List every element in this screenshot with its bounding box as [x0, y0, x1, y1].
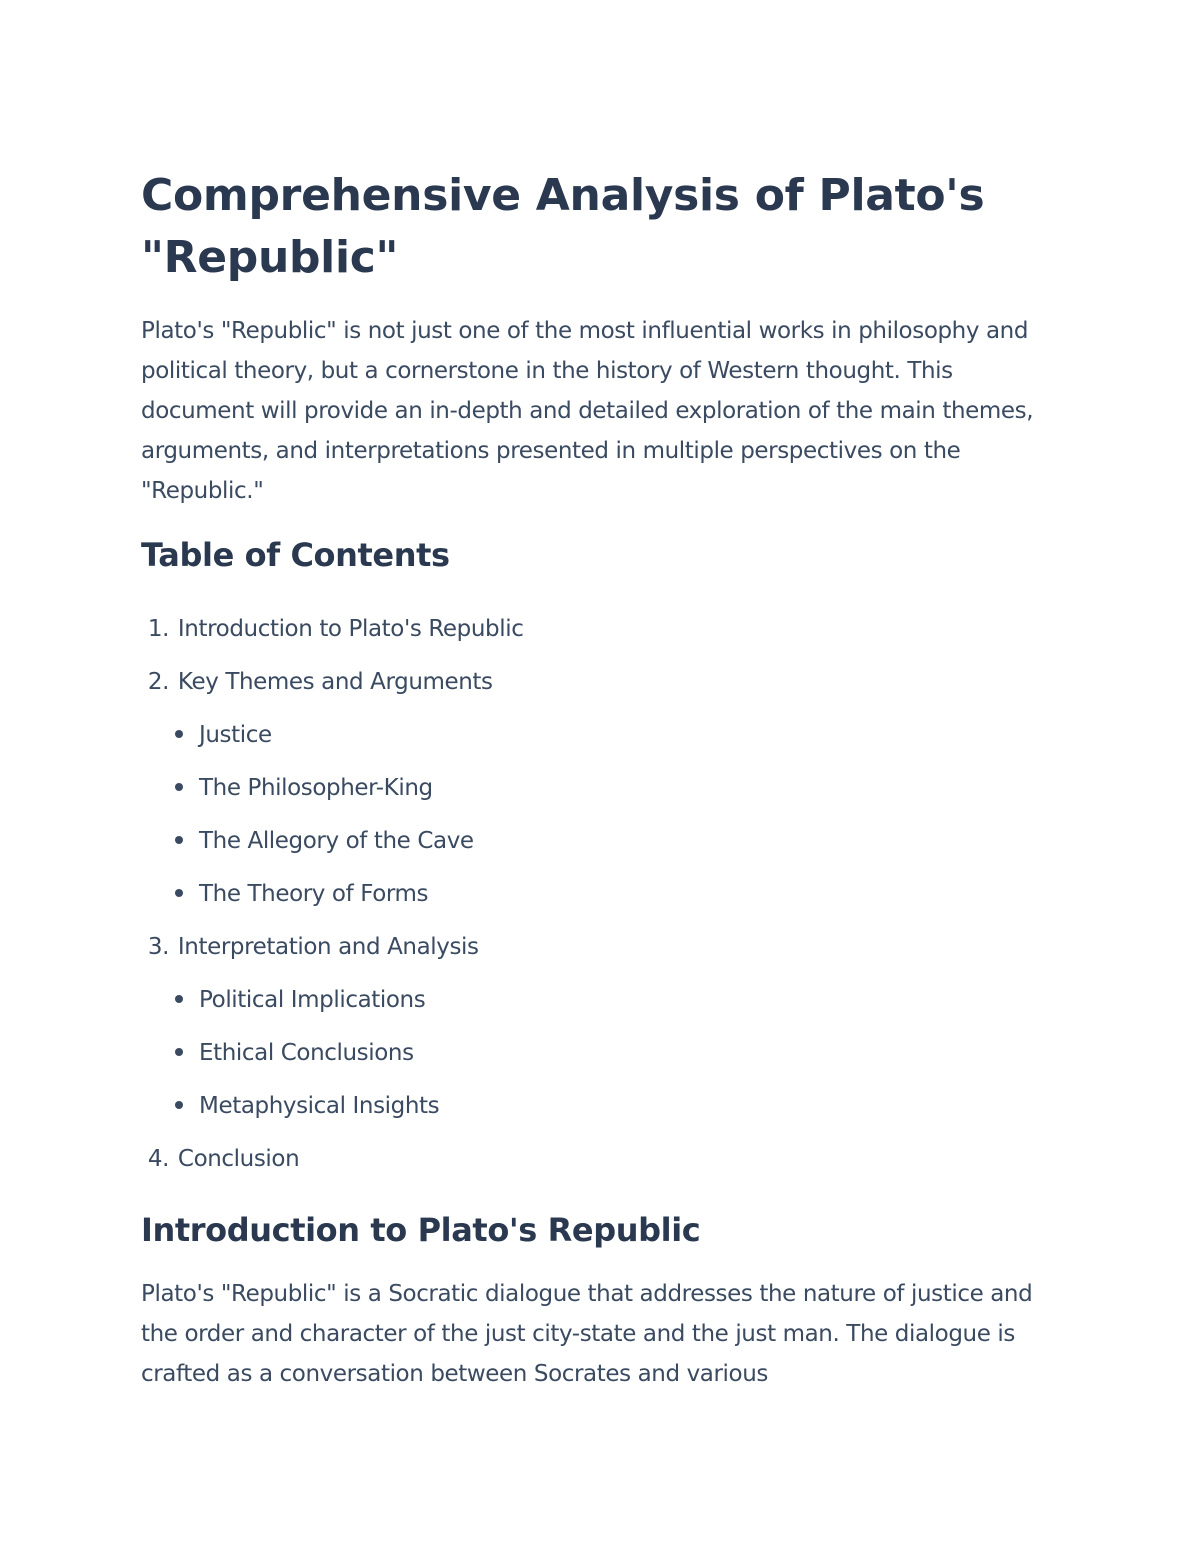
- toc-item-conclusion: [141, 1133, 1061, 1186]
- bullet-icon: [175, 783, 183, 791]
- document-title: Comprehensive Analysis of Plato's "Republic": [141, 170, 985, 283]
- toc-subitem-label: The Philosopher-King: [199, 775, 433, 801]
- section-heading: Introduction to Plato's Republic: [141, 1211, 701, 1249]
- toc-item-number: 2.: [147, 669, 169, 695]
- toc-sublist: [141, 974, 1061, 1133]
- toc-subitem-political: [141, 974, 1061, 1027]
- toc-subitem-label: Justice: [199, 722, 272, 748]
- toc-item-number: 3.: [147, 934, 169, 960]
- toc-heading: Table of Contents: [141, 536, 450, 574]
- toc-subitems-key-themes: [141, 709, 1061, 921]
- table-of-contents: [141, 603, 1061, 1186]
- toc-subitem-label: Political Implications: [199, 987, 426, 1013]
- toc-sublist: [141, 709, 1061, 921]
- toc-subitem-label: The Allegory of the Cave: [199, 828, 474, 854]
- toc-item-interpretation: [141, 921, 1061, 974]
- toc-subitem-metaphysical: [141, 1080, 1061, 1133]
- toc-subitem-allegory-cave: [141, 815, 1061, 868]
- toc-subitem-ethical: [141, 1027, 1061, 1080]
- toc-subitem-philosopher-king: [141, 762, 1061, 815]
- toc-item-key-themes: [141, 656, 1061, 709]
- document-page: [141, 165, 1061, 1394]
- toc-subitems-interpretation: [141, 974, 1061, 1133]
- bullet-icon: [175, 995, 183, 1003]
- toc-item-label: Key Themes and Arguments: [177, 669, 493, 695]
- section-paragraph: Plato's "Republic" is a Socratic dialogue that addresses the nature of justice and the order and character of the just city-state and the just man. The dialogue is crafted as a conversation between Socrates and various: [141, 1281, 1033, 1387]
- toc-item-number: 1.: [147, 616, 169, 642]
- toc-item-introduction: [141, 603, 1061, 656]
- toc-item-label: Introduction to Plato's Republic: [177, 616, 524, 642]
- toc-subitem-label: Ethical Conclusions: [199, 1040, 414, 1066]
- bullet-icon: [175, 889, 183, 897]
- toc-item-number: 4.: [147, 1146, 169, 1172]
- toc-subitem-label: The Theory of Forms: [199, 881, 429, 907]
- bullet-icon: [175, 730, 183, 738]
- bullet-icon: [175, 1101, 183, 1109]
- toc-item-label: Conclusion: [177, 1146, 300, 1172]
- toc-subitem-justice: [141, 709, 1061, 762]
- toc-item-label: Interpretation and Analysis: [177, 934, 479, 960]
- toc-subitem-theory-forms: [141, 868, 1061, 921]
- toc-subitem-label: Metaphysical Insights: [199, 1093, 440, 1119]
- bullet-icon: [175, 1048, 183, 1056]
- intro-paragraph: Plato's "Republic" is not just one of the most influential works in philosophy and political theory, but a cornerstone in the history of Western thought. This document will provide an in-depth and detailed exploration of the main themes, arguments, and interpretations presented in multiple perspectives on the "Republic.": [141, 318, 1034, 504]
- bullet-icon: [175, 836, 183, 844]
